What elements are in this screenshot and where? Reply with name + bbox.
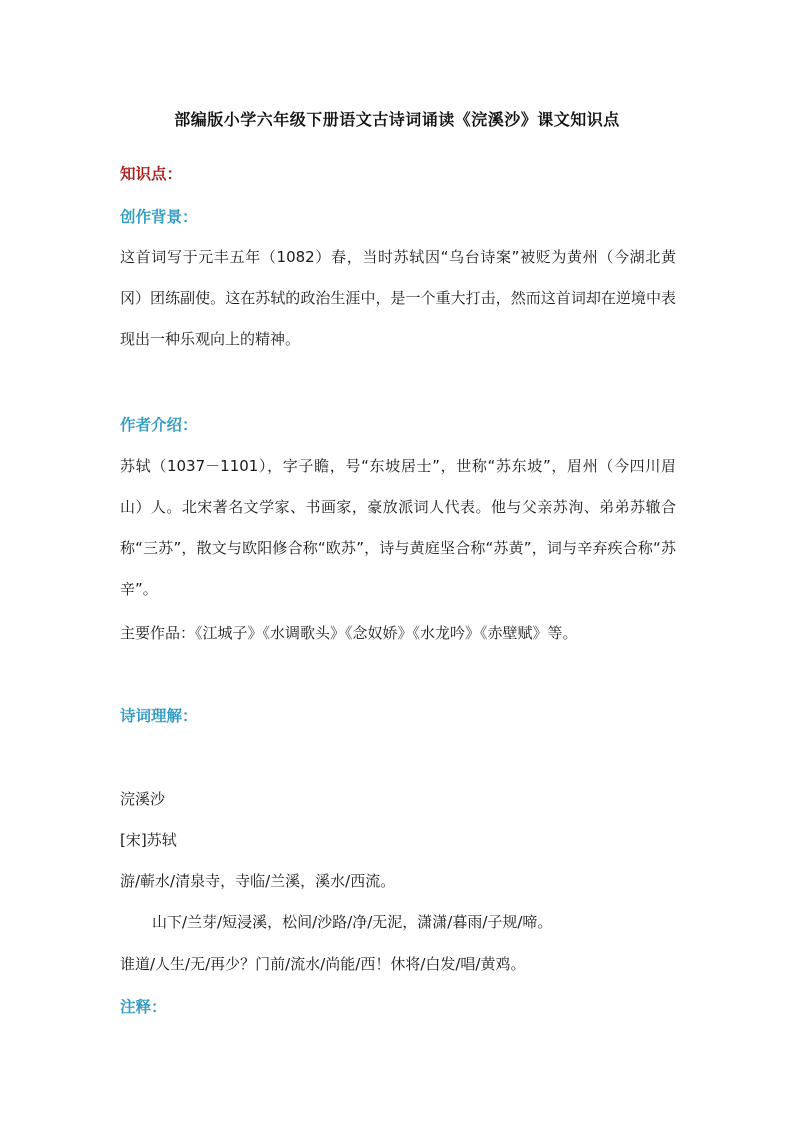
poem-line-1: 游/蕲水/清泉寺，寺临/兰溪，溪水/西流。 — [120, 872, 396, 890]
knowledge-heading: 知识点： — [120, 165, 183, 183]
page-title: 部编版小学六年级下册语文古诗词诵读《浣溪沙》课文知识点 — [174, 110, 620, 129]
poem-author: [宋]苏轼 — [120, 831, 177, 849]
poem-line-2: 山下/兰芽/短浸溪，松间/沙路/净/无泥，潇潇/暮雨/子规/啼。 — [152, 913, 553, 931]
background-paragraph: 这首词写于元丰五年（1082）春，当时苏轼因“乌台诗案”被贬为黄州（今湖北黄冈）团练副使。这在苏轼的政治生涯中，是一个重大打击，然而这首词却在逆境中表现出一种乐观向上的精神。 — [120, 248, 676, 348]
notes-heading: 注释： — [120, 998, 167, 1016]
poem-heading: 诗词理解： — [120, 707, 198, 725]
poem-title: 浣溪沙 — [120, 790, 166, 808]
author-paragraph: 苏轼（1037－1101），字子瞻，号“东坡居士”，世称“苏东坡”，眉州（今四川眉山）人。北宋著名文学家、书画家，豪放派词人代表。他与父亲苏洵、弟弟苏辙合称“三苏”，散文与欧阳修合称“欧苏”，诗与黄庭坚合称“苏黄”，词与辛弃疾合称“苏辛”。 — [120, 457, 676, 598]
major-works-line: 主要作品：《江城子》《水调歌头》《念奴娇》《水龙吟》《赤壁赋》等。 — [120, 624, 578, 642]
author-heading: 作者介绍： — [120, 416, 198, 434]
poem-line-3: 谁道/人生/无/再少？门前/流水/尚能/西！休将/白发/唱/黄鸡。 — [120, 955, 526, 973]
background-heading: 创作背景： — [120, 208, 198, 226]
